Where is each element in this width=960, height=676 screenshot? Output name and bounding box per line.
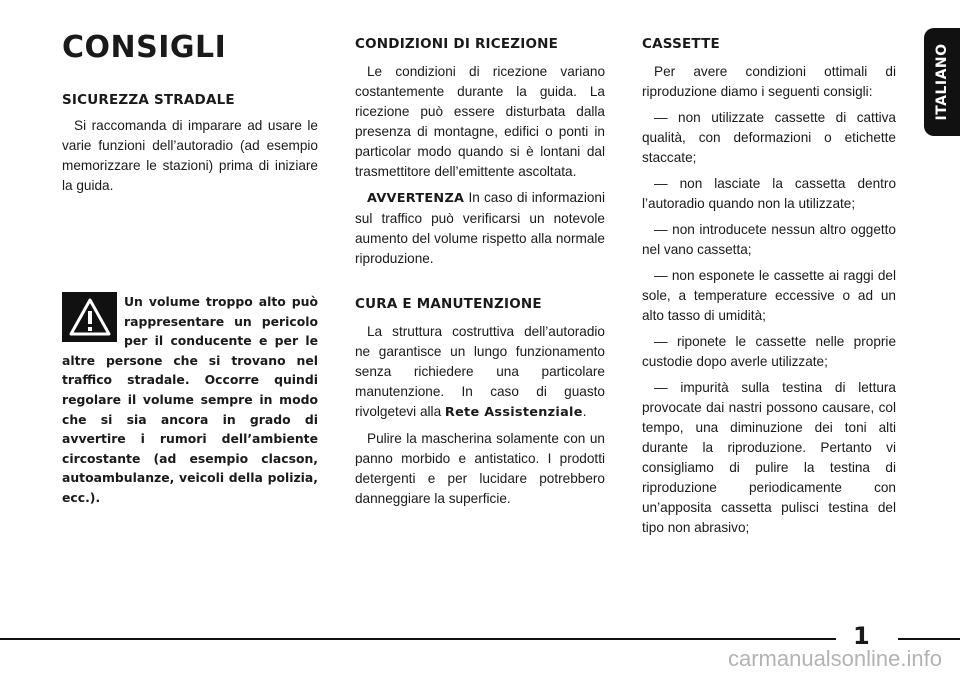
rete-assistenziale: Rete Assistenziale	[444, 405, 583, 420]
avvertenza-label: AVVERTENZA	[367, 191, 465, 206]
warning-text: Un volume troppo alto può rappresentare un pericolo per il conducente e per le altre persone che si trovano nel traffico stradale. Occorre quindi regolare il volume sempre in modo che si sia ancora in grado di avvertire i rumori dell’ambiente circostante (ad esempio clacson, autoambulanze, veicoli della polizia, ecc.).	[62, 294, 318, 505]
cassette-item: — non lasciate la cassetta dentro l’autoradio quando non la utilizzate;	[642, 176, 896, 211]
cassette-item: — non utilizzate cassette di cattiva qualità, con deformazioni o etichette staccate;	[642, 110, 896, 165]
sicurezza-text	[62, 116, 318, 202]
watermark: carmanualsonline.info	[727, 646, 942, 671]
page-title: CONSIGLI	[62, 30, 227, 65]
heading-sicurezza-stradale: SICUREZZA STRADALE	[62, 92, 235, 108]
language-tab	[924, 28, 960, 136]
ricezione-text	[355, 62, 605, 275]
footer-rule-right	[898, 638, 960, 640]
footer-rule-left	[0, 638, 836, 640]
heading-condizioni-ricezione: CONDIZIONI DI RICEZIONE	[355, 36, 559, 52]
language-tab-label: ITALIANO	[934, 43, 950, 121]
ricezione-paragraph: Le condizioni di ricezione variano costantemente durante la guida. La ricezione può essere disturbata dalla presenza di montagne, edifici o ponti in particolar modo quando si è lontani dal trasmettitore dell’emittente ascoltata.	[355, 64, 605, 179]
cassette-item: — non esponete le cassette ai raggi del sole, a temperature eccessive o ad un alto tasso di umidità;	[642, 268, 896, 323]
manutenzione-paragraph	[355, 322, 605, 423]
cassette-text	[642, 62, 896, 544]
cassette-intro: Per avere condizioni ottimali di riproduzione diamo i seguenti consigli:	[642, 64, 896, 99]
avvertenza-paragraph	[355, 188, 605, 269]
page-number: 1	[853, 622, 870, 650]
pulizia-paragraph: Pulire la mascherina solamente con un panno morbido e antistatico. I prodotti detergenti e per lucidare potrebbero danneggiare la superficie.	[355, 431, 605, 506]
manutenzione-pre: La struttura costruttiva dell’autoradio ne garantisce un lungo funzionamento senza richiedere una particolare manutenzione. In caso di guasto rivolgetevi alla	[355, 324, 605, 419]
sicurezza-paragraph: Si raccomanda di imparare ad usare le varie funzioni dell’autoradio (ad esempio memorizzare le stazioni) prima di iniziare la guida.	[62, 118, 318, 193]
warning-box	[62, 292, 318, 508]
cassette-item: — impurità sulla testina di lettura provocate dai nastri possono causare, col tempo, una diminuzione dei toni alti durante la riproduzione. Pertanto vi consigliamo di pulire la testina di riproduzione periodicamente con un’apposita cassetta pulisci testina del tipo non abrasivo;	[642, 380, 896, 535]
cassette-item: — riponete le cassette nelle proprie custodie dopo averle utilizzate;	[642, 334, 896, 369]
heading-cura-manutenzione: CURA E MANUTENZIONE	[355, 296, 542, 312]
manutenzione-post: .	[582, 404, 587, 419]
avvertenza-text: In caso di informazioni sul traffico può verificarsi un notevole aumento del volume rispetto alla normale riproduzione.	[355, 190, 605, 266]
warning-triangle-icon	[62, 292, 117, 342]
manutenzione-text	[355, 322, 605, 515]
cassette-item: — non introducete nessun altro oggetto nel vano cassetta;	[642, 222, 896, 257]
heading-cassette: CASSETTE	[642, 36, 720, 52]
